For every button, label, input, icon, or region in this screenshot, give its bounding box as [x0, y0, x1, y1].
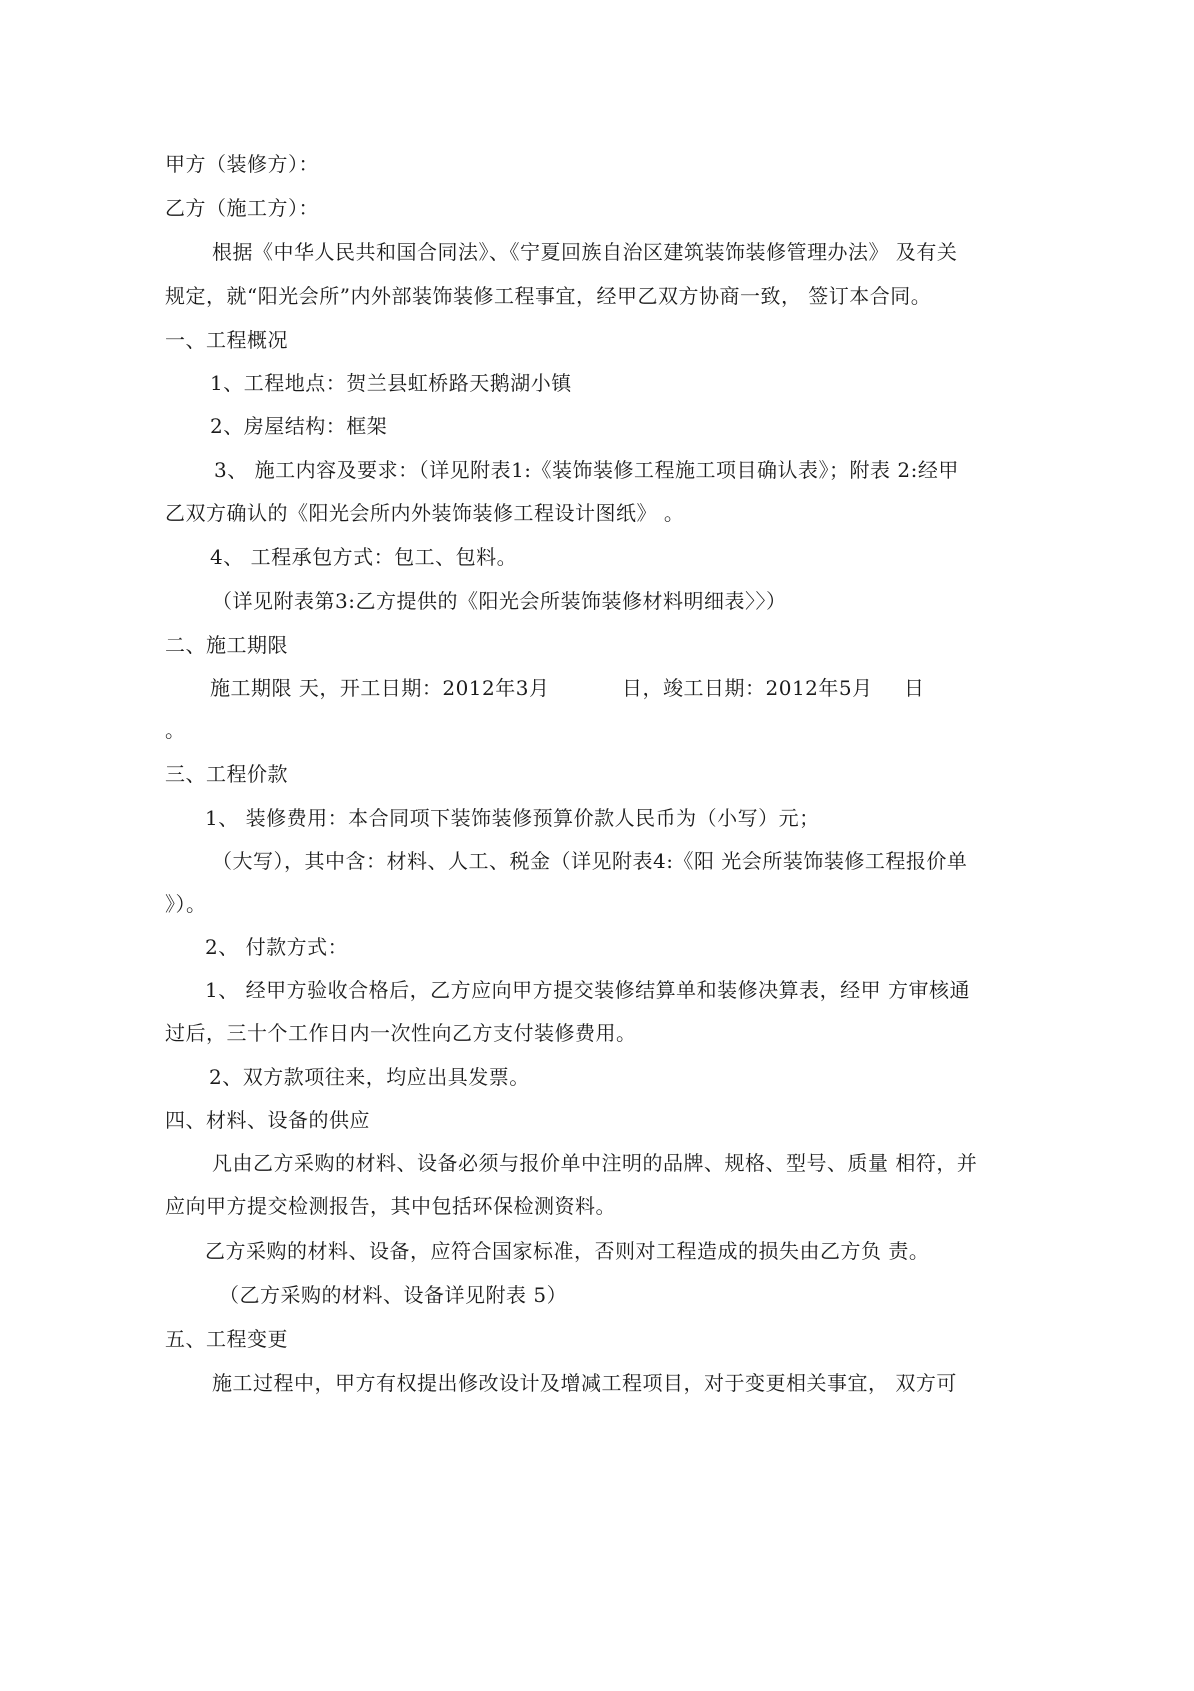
item-1-location: 1、工程地点：贺兰县虹桥路天鹅湖小镇 — [210, 371, 572, 395]
item-3-line-2: 乙双方确认的《阳光会所内外装饰装修工程设计图纸》 。 — [165, 501, 685, 525]
payment-1-line-1: 1、 经甲方验收合格后，乙方应向甲方提交装修结算单和装修决算表，经甲 方审核通 — [205, 978, 970, 1002]
payment-1-line-2: 过后，三十个工作日内一次性向乙方支付装修费用。 — [165, 1021, 637, 1045]
supply-line-3: 乙方采购的材料、设备，应符合国家标准，否则对工程造成的损失由乙方负 责。 — [205, 1239, 930, 1263]
schedule-line — [210, 674, 930, 702]
party-a-line: 甲方（装修方）： — [165, 152, 319, 176]
schedule-completion: 日，竣工日期：2012年5月 — [622, 676, 873, 700]
section-4-heading: 四、材料、设备的供应 — [165, 1108, 370, 1132]
supply-note: （乙方采购的材料、设备详见附表 5） — [219, 1283, 568, 1307]
section-3-heading: 三、工程价款 — [165, 762, 288, 786]
payment-2-line: 2、双方款项往来，均应出具发票。 — [209, 1065, 530, 1089]
item-3-line-1: 3、 施工内容及要求：（详见附表1:《装饰装修工程施工项目确认表》；附表 2:经甲 — [214, 458, 959, 482]
item-4-note: （详见附表第3:乙方提供的《阳光会所装饰装修材料明细表〉〉） — [212, 589, 787, 613]
item-2-structure: 2、房屋结构：框架 — [210, 414, 388, 438]
price-item-1-line-2: （大写），其中含：材料、人工、税金（详见附表4:《阳 光会所装饰装修工程报价单 — [212, 849, 968, 873]
section-1-heading: 一、工程概况 — [165, 328, 288, 352]
preamble-line-1: 根据《中华人民共和国合同法》、《宁夏回族自治区建筑装饰装修管理办法》 及有关 — [212, 240, 958, 264]
schedule-end-day: 日 — [904, 676, 925, 700]
supply-line-1: 凡由乙方采购的材料、设备必须与报价单中注明的品牌、规格、型号、质量 相符，并 — [212, 1151, 978, 1175]
schedule-period-mark: 。 — [165, 718, 186, 742]
price-item-1-line-3: 》）。 — [165, 892, 207, 916]
price-item-1-line-1: 1、 装修费用：本合同项下装饰装修预算价款人民币为（小写）元； — [205, 806, 820, 830]
change-line-1: 施工过程中，甲方有权提出修改设计及增减工程项目，对于变更相关事宜， 双方可 — [212, 1371, 957, 1395]
section-2-heading: 二、施工期限 — [165, 633, 288, 657]
schedule-start: 施工期限 天，开工日期：2012年3月 — [210, 676, 550, 700]
party-b-line: 乙方（施工方）： — [165, 196, 319, 220]
section-5-heading: 五、工程变更 — [165, 1327, 288, 1351]
supply-line-2: 应向甲方提交检测报告，其中包括环保检测资料。 — [165, 1194, 616, 1218]
item-4-contract-mode: 4、 工程承包方式：包工、包料。 — [210, 545, 518, 569]
price-item-2-heading: 2、 付款方式： — [205, 935, 349, 959]
preamble-line-2: 规定，就“阳光会所”内外部装饰装修工程事宜，经甲乙双方协商一致， 签订本合同。 — [165, 284, 932, 308]
